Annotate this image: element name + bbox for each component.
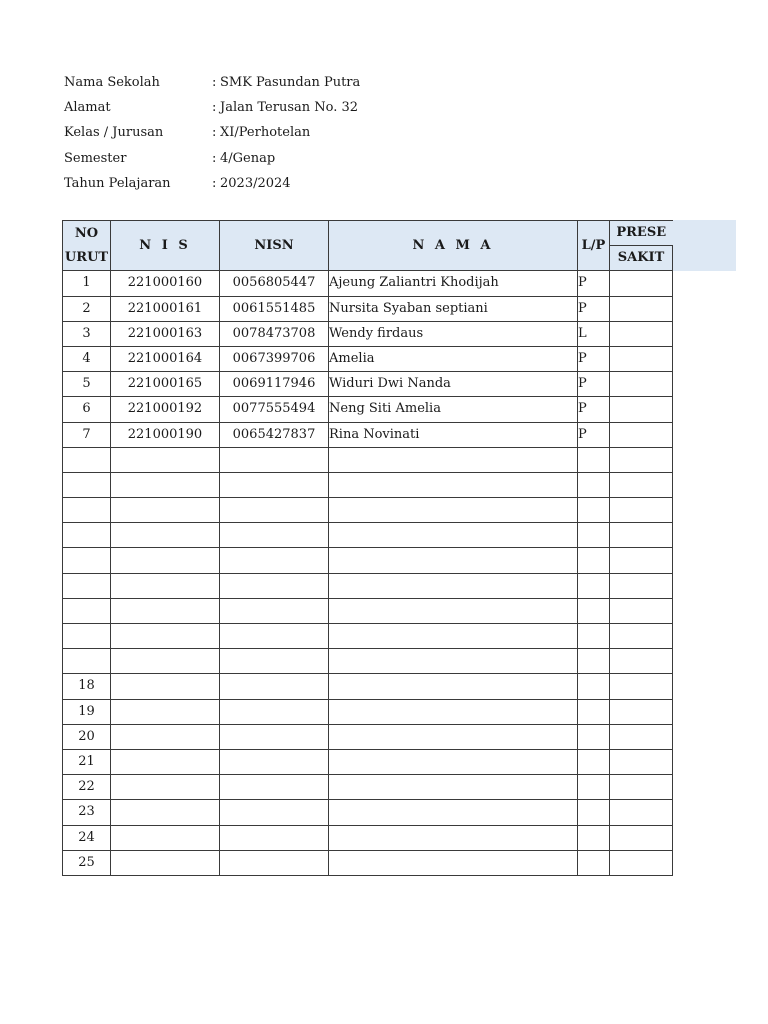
header-row-top xyxy=(63,221,673,246)
no-cell[interactable]: 19 xyxy=(63,699,111,724)
nisn-cell[interactable] xyxy=(220,649,329,674)
lp-cell[interactable] xyxy=(578,699,610,724)
no-cell[interactable] xyxy=(63,447,111,472)
nisn-cell[interactable] xyxy=(220,674,329,699)
nisn-cell[interactable] xyxy=(220,598,329,623)
nama-header: N A M A xyxy=(329,221,578,271)
lp-cell[interactable] xyxy=(578,447,610,472)
nis-cell[interactable]: 221000163 xyxy=(111,321,220,346)
lp-cell[interactable] xyxy=(578,850,610,875)
lp-cell[interactable]: P xyxy=(578,397,610,422)
nisn-cell[interactable] xyxy=(220,825,329,850)
lp-cell[interactable]: P xyxy=(578,372,610,397)
table-row xyxy=(63,674,673,699)
nisn-cell[interactable]: 0069117946 xyxy=(220,372,329,397)
info-value: SMK Pasundan Putra xyxy=(220,75,361,91)
no-cell[interactable] xyxy=(63,624,111,649)
no-cell[interactable]: 24 xyxy=(63,825,111,850)
table-row xyxy=(63,624,673,649)
lp-cell[interactable] xyxy=(578,649,610,674)
sakit-cell[interactable] xyxy=(610,447,673,472)
nisn-cell[interactable] xyxy=(220,472,329,497)
nis-cell[interactable] xyxy=(111,800,220,825)
info-colon: : xyxy=(212,100,217,116)
presence-header: PRESE xyxy=(610,221,673,246)
table-row xyxy=(63,749,673,774)
nisn-cell[interactable] xyxy=(220,624,329,649)
sakit-cell[interactable] xyxy=(610,422,673,447)
lp-header: L/P xyxy=(578,221,610,271)
no-header-line1: NO xyxy=(74,225,99,241)
nama-cell[interactable] xyxy=(329,800,578,825)
lp-cell[interactable]: P xyxy=(578,271,610,296)
lp-cell[interactable] xyxy=(578,674,610,699)
nisn-cell[interactable] xyxy=(220,498,329,523)
nisn-cell[interactable] xyxy=(220,523,329,548)
no-cell[interactable]: 1 xyxy=(63,271,111,296)
sakit-cell[interactable] xyxy=(610,674,673,699)
info-label: Semester xyxy=(64,150,127,166)
nama-cell[interactable] xyxy=(329,624,578,649)
nis-cell[interactable] xyxy=(111,674,220,699)
nama-cell[interactable] xyxy=(329,850,578,875)
lp-cell[interactable] xyxy=(578,775,610,800)
no-cell[interactable]: 5 xyxy=(63,372,111,397)
info-label: Kelas / Jurusan xyxy=(64,125,164,141)
nisn-cell[interactable] xyxy=(220,548,329,573)
no-cell[interactable] xyxy=(63,649,111,674)
lp-cell[interactable] xyxy=(578,749,610,774)
nama-cell[interactable] xyxy=(329,548,578,573)
nisn-cell[interactable] xyxy=(220,850,329,875)
nama-cell[interactable] xyxy=(329,724,578,749)
table-row xyxy=(63,346,673,371)
sakit-cell[interactable] xyxy=(610,699,673,724)
table-row xyxy=(63,699,673,724)
nama-cell[interactable] xyxy=(329,498,578,523)
no-cell[interactable] xyxy=(63,523,111,548)
no-urut-header xyxy=(63,221,111,271)
info-label: Tahun Pelajaran xyxy=(64,175,171,191)
info-label: Alamat xyxy=(64,100,111,116)
no-cell[interactable]: 18 xyxy=(63,674,111,699)
table-row xyxy=(63,397,673,422)
no-cell[interactable] xyxy=(63,598,111,623)
sakit-cell[interactable] xyxy=(610,472,673,497)
nisn-cell[interactable] xyxy=(220,724,329,749)
nama-cell[interactable]: Nursita Syaban septiani xyxy=(329,296,578,321)
nis-cell[interactable] xyxy=(111,498,220,523)
no-cell[interactable]: 22 xyxy=(63,775,111,800)
nis-cell[interactable]: 221000165 xyxy=(111,372,220,397)
nis-cell[interactable] xyxy=(111,850,220,875)
nisn-cell[interactable] xyxy=(220,699,329,724)
table-row xyxy=(63,825,673,850)
sakit-cell[interactable] xyxy=(610,271,673,296)
sakit-cell[interactable] xyxy=(610,724,673,749)
nis-cell[interactable] xyxy=(111,447,220,472)
table-row xyxy=(63,548,673,573)
nisn-cell[interactable]: 0056805447 xyxy=(220,271,329,296)
lp-cell[interactable] xyxy=(578,523,610,548)
nis-cell[interactable] xyxy=(111,724,220,749)
nis-cell[interactable]: 221000160 xyxy=(111,271,220,296)
sakit-cell[interactable] xyxy=(610,372,673,397)
no-cell[interactable] xyxy=(63,573,111,598)
nis-cell[interactable]: 221000161 xyxy=(111,296,220,321)
info-colon: : xyxy=(212,175,217,191)
info-colon: : xyxy=(212,125,217,141)
sakit-header: SAKIT xyxy=(610,246,673,271)
table-row xyxy=(63,523,673,548)
info-row-semester xyxy=(64,146,360,171)
no-cell[interactable]: 4 xyxy=(63,346,111,371)
table-row xyxy=(63,573,673,598)
info-row-academic-year xyxy=(64,171,360,196)
table-row xyxy=(63,724,673,749)
sakit-cell[interactable] xyxy=(610,498,673,523)
table-row xyxy=(63,296,673,321)
sakit-cell[interactable] xyxy=(610,598,673,623)
sakit-cell[interactable] xyxy=(610,800,673,825)
nama-cell[interactable] xyxy=(329,699,578,724)
table-row xyxy=(63,498,673,523)
nis-cell[interactable]: 221000164 xyxy=(111,346,220,371)
info-label: Nama Sekolah xyxy=(64,75,160,91)
no-cell[interactable] xyxy=(63,472,111,497)
lp-cell[interactable] xyxy=(578,573,610,598)
nama-cell[interactable]: Amelia xyxy=(329,346,578,371)
no-cell[interactable]: 7 xyxy=(63,422,111,447)
info-value: XI/Perhotelan xyxy=(220,125,311,141)
nisn-cell[interactable]: 0067399706 xyxy=(220,346,329,371)
sakit-cell[interactable] xyxy=(610,573,673,598)
nisn-cell[interactable]: 0065427837 xyxy=(220,422,329,447)
no-cell[interactable] xyxy=(63,498,111,523)
no-cell[interactable]: 3 xyxy=(63,321,111,346)
sakit-cell[interactable] xyxy=(610,825,673,850)
info-value: Jalan Terusan No. 32 xyxy=(220,100,359,116)
nis-cell[interactable] xyxy=(111,825,220,850)
nama-cell[interactable]: Widuri Dwi Nanda xyxy=(329,372,578,397)
nama-cell[interactable] xyxy=(329,447,578,472)
lp-cell[interactable] xyxy=(578,624,610,649)
nis-cell[interactable] xyxy=(111,523,220,548)
nisn-cell[interactable] xyxy=(220,749,329,774)
no-cell[interactable]: 23 xyxy=(63,800,111,825)
no-header-line2: URUT xyxy=(64,249,109,265)
nis-cell[interactable]: 221000190 xyxy=(111,422,220,447)
no-cell[interactable]: 6 xyxy=(63,397,111,422)
nis-cell[interactable] xyxy=(111,749,220,774)
nama-cell[interactable]: Rina Novinati xyxy=(329,422,578,447)
lp-cell[interactable]: P xyxy=(578,296,610,321)
table-row xyxy=(63,372,673,397)
nis-cell[interactable] xyxy=(111,548,220,573)
lp-cell[interactable] xyxy=(578,498,610,523)
lp-cell[interactable] xyxy=(578,472,610,497)
presence-header-fill xyxy=(673,220,736,271)
info-row-address xyxy=(64,95,360,120)
nisn-cell[interactable] xyxy=(220,800,329,825)
sakit-cell[interactable] xyxy=(610,296,673,321)
lp-cell[interactable]: P xyxy=(578,346,610,371)
nama-cell[interactable] xyxy=(329,523,578,548)
no-cell[interactable]: 25 xyxy=(63,850,111,875)
nama-cell[interactable] xyxy=(329,573,578,598)
sakit-cell[interactable] xyxy=(610,775,673,800)
nama-cell[interactable]: Neng Siti Amelia xyxy=(329,397,578,422)
table-row xyxy=(63,472,673,497)
no-cell[interactable] xyxy=(63,548,111,573)
table-row xyxy=(63,649,673,674)
info-value: 4/Genap xyxy=(220,150,276,166)
sakit-cell[interactable] xyxy=(610,624,673,649)
lp-cell[interactable]: P xyxy=(578,422,610,447)
nis-cell[interactable] xyxy=(111,649,220,674)
sakit-cell[interactable] xyxy=(610,850,673,875)
info-row-class xyxy=(64,120,360,145)
table-row xyxy=(63,598,673,623)
table-row xyxy=(63,800,673,825)
table-row xyxy=(63,321,673,346)
lp-cell[interactable]: L xyxy=(578,321,610,346)
info-value: 2023/2024 xyxy=(220,175,291,191)
sakit-cell[interactable] xyxy=(610,548,673,573)
nis-header: N I S xyxy=(111,221,220,271)
nisn-cell[interactable]: 0077555494 xyxy=(220,397,329,422)
nama-cell[interactable]: Ajeung Zaliantri Khodijah xyxy=(329,271,578,296)
sakit-cell[interactable] xyxy=(610,397,673,422)
lp-cell[interactable] xyxy=(578,800,610,825)
nis-cell[interactable]: 221000192 xyxy=(111,397,220,422)
nis-cell[interactable] xyxy=(111,775,220,800)
nis-cell[interactable] xyxy=(111,573,220,598)
info-colon: : xyxy=(212,150,217,166)
nama-cell[interactable] xyxy=(329,749,578,774)
nisn-cell[interactable] xyxy=(220,775,329,800)
nama-cell[interactable] xyxy=(329,649,578,674)
no-cell[interactable]: 2 xyxy=(63,296,111,321)
nisn-cell[interactable] xyxy=(220,573,329,598)
student-roster-table xyxy=(62,220,673,876)
lp-cell[interactable] xyxy=(578,598,610,623)
no-cell[interactable]: 20 xyxy=(63,724,111,749)
lp-cell[interactable] xyxy=(578,825,610,850)
info-colon: : xyxy=(212,75,217,91)
sakit-cell[interactable] xyxy=(610,346,673,371)
nis-cell[interactable] xyxy=(111,598,220,623)
lp-cell[interactable] xyxy=(578,548,610,573)
table-header xyxy=(63,221,673,271)
table-row xyxy=(63,447,673,472)
table-body xyxy=(63,271,673,876)
school-info xyxy=(64,70,360,196)
sakit-cell[interactable] xyxy=(610,649,673,674)
nisn-header: NISN xyxy=(220,221,329,271)
nama-cell[interactable] xyxy=(329,598,578,623)
lp-cell[interactable] xyxy=(578,724,610,749)
nama-cell[interactable]: Wendy firdaus xyxy=(329,321,578,346)
nis-cell[interactable] xyxy=(111,624,220,649)
nama-cell[interactable] xyxy=(329,472,578,497)
nama-cell[interactable] xyxy=(329,825,578,850)
sakit-cell[interactable] xyxy=(610,523,673,548)
nisn-cell[interactable]: 0078473708 xyxy=(220,321,329,346)
no-cell[interactable]: 21 xyxy=(63,749,111,774)
table-row xyxy=(63,271,673,296)
sakit-cell[interactable] xyxy=(610,749,673,774)
table-row xyxy=(63,775,673,800)
sakit-cell[interactable] xyxy=(610,321,673,346)
nisn-cell[interactable] xyxy=(220,447,329,472)
table-row xyxy=(63,850,673,875)
nama-cell[interactable] xyxy=(329,674,578,699)
nis-cell[interactable] xyxy=(111,472,220,497)
table-row xyxy=(63,422,673,447)
info-row-school xyxy=(64,70,360,95)
nis-cell[interactable] xyxy=(111,699,220,724)
nama-cell[interactable] xyxy=(329,775,578,800)
nisn-cell[interactable]: 0061551485 xyxy=(220,296,329,321)
